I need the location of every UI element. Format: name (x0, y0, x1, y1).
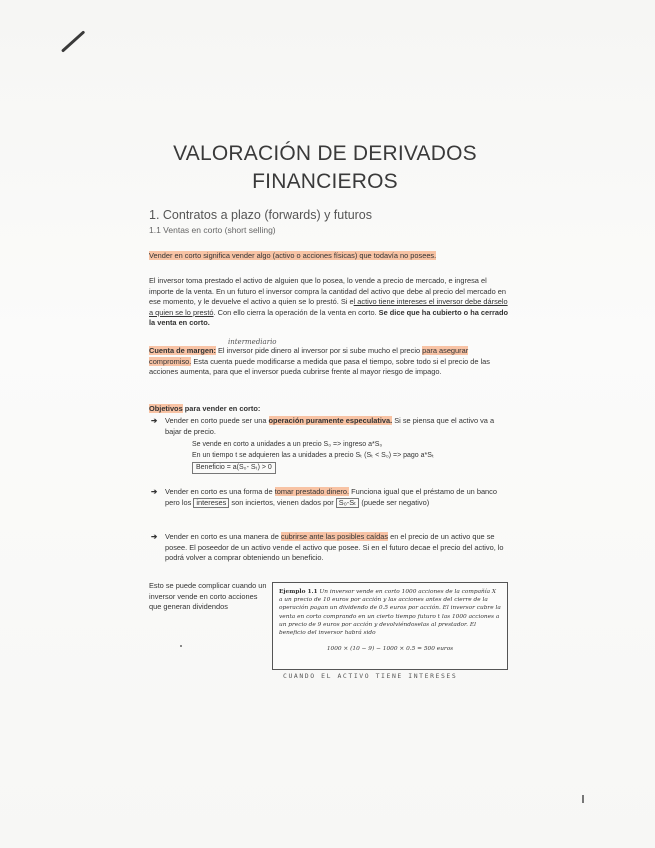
margin-text-b: Esta cuenta puede modificarse a medida que pasa el tiempo, sobre todo si el precio de las acciones aumenta, para que el inversor pueda cubrirse frente al mayor riesgo de impago. (149, 356, 490, 377)
formula-line-2: En un tiempo t se adquieren las a unidades a precio Sₜ (Sₜ < S₀) => pago a*Sₜ (192, 452, 434, 459)
arrow-icon: ➔ (151, 416, 158, 425)
handwritten-note: CUANDO EL ACTIVO TIENE INTERESES (283, 672, 458, 680)
example-body: Un inversor vende en corto 1000 acciones de la compañía X a un precio de 10 euros por acción y las acciones antes del cierre de la operación pagan un dividendo de 0.5 euros por acción. El inversor cubre la venta en corto comprando en un cierto tiempo futuro t las 1000 acciones a un precio de 9 euros por acción y devolviéndoselas al prestador. El beneficio del inversor habrá sido (279, 589, 501, 637)
example-label: Ejemplo 1.1 (279, 589, 318, 595)
bullet1-text-b: Si se piensa que el activo va a bajar de precio. (165, 416, 495, 436)
bullet3-highlight: cubrirse ante las posibles caídas (280, 532, 389, 541)
bullet-hedge (151, 532, 510, 564)
paragraph-text-a: El inversor toma prestado el activo de alguien que lo posea, lo vende a precio de mercado, e ingresa el importe de la venta. En un futuro el inversor compra la cantidad del activo que debe al precio del mercado en ese momento, y le devuelve el activo a quien se lo prestó. Si e (149, 276, 507, 307)
paragraph-margin-account (149, 346, 509, 378)
paragraph-text-b: . Con ello cierra la operación de la venta en corto. (213, 307, 379, 317)
bullet2-text-d: (puede ser negativo) (359, 497, 430, 507)
bullet-speculative (151, 416, 510, 437)
interest-box: intereses (193, 498, 229, 508)
title-line-1: VALORACIÓN DE DERIVADOS (173, 142, 477, 165)
paragraph-bold: Se dice que ha cubierto o ha cerrado la venta en corto. (149, 307, 509, 328)
benefit-formula-box: Beneficio = a(S₀- Sₜ) > 0 (192, 462, 276, 474)
bullet2-highlight: tomar prestado dinero. (274, 487, 350, 496)
handwritten-scribble: intermediario (228, 338, 277, 346)
arrow-icon: ➔ (151, 532, 158, 541)
bullet-borrow-money (151, 487, 510, 508)
arrow-icon: ➔ (151, 487, 158, 496)
definition-line (149, 251, 509, 262)
bullet1-highlight: operación puramente especulativa. (268, 416, 393, 425)
title-line-2: FINANCIEROS (252, 170, 398, 193)
bullet2-text-c: son inciertos, vienen dados por (229, 497, 336, 507)
paragraph-short-selling (149, 276, 509, 329)
spread-box: S₀-Sₜ (336, 498, 360, 508)
paragraph-underlined: l activo tiene intereses el inversor debe dárselo a quien se lo prestó (149, 297, 508, 317)
objectives-heading (149, 404, 509, 415)
objectives-term: Objetivos (149, 404, 183, 413)
pen-stroke-mark (61, 30, 85, 52)
edge-mark (582, 795, 584, 803)
dividends-note: Esto se puede complicar cuando un inversor vende en corto acciones que generan dividendos (149, 581, 267, 612)
example-formula: 1000 × (10 − 9) − 1000 × 0.5 = 500 euros (326, 646, 454, 653)
ink-dot (180, 645, 182, 647)
document-title (140, 140, 510, 196)
formula-line-1: Se vende en corto a unidades a un precio S₀ => ingreso a*S₀ (192, 441, 383, 448)
objectives-rest: para vender en corto: (182, 404, 261, 413)
margin-text-a: El inversor pide dinero al inversor por si sube mucho el precio (215, 346, 423, 355)
subsection-heading: 1.1 Ventas en corto (short selling) (149, 225, 276, 235)
bullet2-text-b: Funciona igual que el préstamo de un banco pero los (165, 487, 497, 507)
bullet2-text-a: Vender en corto es una forma de (165, 487, 275, 496)
bullet3-text-b: en el precio de un activo que se posee. El poseedor de un activo vende el activo que posee. Si en el futuro decae el precio del activo, lo podrá volver a comprar obteniendo un beneficio. (165, 532, 504, 563)
definition-highlight: Vender en corto significa vender algo (activo o acciones físicas) que todavía no posees. (149, 251, 437, 260)
section-heading: 1. Contratos a plazo (forwards) y futuros (149, 208, 373, 222)
margin-highlight: para asegurar compromiso. (149, 346, 469, 366)
margin-term: Cuenta de margen: (149, 346, 216, 355)
bullet3-text-a: Vender en corto es una manera de (165, 532, 281, 541)
example-box (272, 582, 508, 670)
bullet1-text-a: Vender en corto puede ser una (165, 416, 269, 425)
